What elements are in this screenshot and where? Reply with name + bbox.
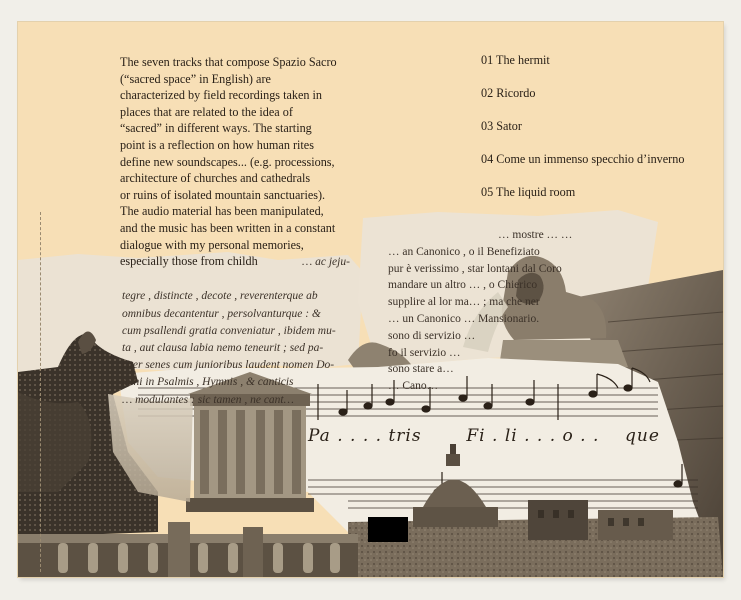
binding-stitch [40,212,42,572]
italian-text-fragment [388,227,658,395]
latin-line: ta , aut clausa labia nemo teneurit ; sed pa- [122,342,324,355]
latin-line: omnibus decantentur , persolvanturque : & [122,307,321,320]
liner-line: The seven tracks that compose Spazio Sacro [120,55,337,69]
latin-line: mini in Psalmis , Hymnis , & canticis [122,376,294,389]
track-item: 05 The liquid room [481,185,576,199]
italian-line: pur è verissimo , star lontani dal Coro [388,262,562,275]
cd-booklet-page [18,22,723,577]
liner-line: or ruins of isolated mountain sanctuaries). [120,187,326,202]
liner-line: The audio material has been manipulated, [120,204,324,219]
liner-line: (“sacred space” in English) are [120,71,271,86]
liner-line: architecture of churches and cathedrals [120,171,311,186]
liner-line: places that are related to the idea of [120,104,293,119]
liner-line: “sacred” in different ways. The starting [120,121,312,136]
liner-line: and the music has been written in a constant [120,220,336,235]
italian-line: fo il servizio … [388,346,461,359]
italian-line: … mostre … … [498,229,573,241]
track-item: 04 Come un immenso specchio d’inverno [481,152,685,166]
italian-line: mandare un altro … , o Chierico [388,279,538,292]
italian-line: supplire al lor ma… ; ma che ner [388,296,540,309]
liner-line: define new soundscapes... (e.g. processions, [120,154,335,169]
italian-line: … un Canonico … Mansionario. [388,312,540,325]
track-item: 02 Ricordo [481,86,536,100]
liner-line: dialogue with my personal memories, [120,237,304,252]
latin-line: … ac jeju- [302,256,350,268]
latin-line: … modulantes : sic tamen , ne cant… [122,393,294,406]
latin-line: cum psallendi gratia conveniatur , ibidem mu- [122,324,336,337]
italian-line: sono di servizio … [388,329,476,342]
track-list [481,52,684,217]
liner-line: characterized by field recordings taken in [120,88,323,103]
italian-line: … an Canonico , o il Benefiziato [388,245,540,258]
liner-notes [120,54,365,270]
liner-line: especially those from childh [120,254,258,269]
track-item: 03 Sator [481,119,522,133]
track-item: 01 The hermit [481,53,550,67]
italian-line: … Cano… [388,380,439,393]
latin-line: tegre , distincte , decote , reverenterque ab [122,290,318,303]
liner-line: point is a reflection on how human rites [120,137,314,152]
latin-line: riter senes cum junioribus laudent nomen Do- [122,359,335,372]
latin-text-fragment [122,254,372,409]
italian-line: sono stare a… [388,363,454,376]
score-lyrics: Pa . . . . tris Fi . li . . . o . . que [308,426,660,446]
